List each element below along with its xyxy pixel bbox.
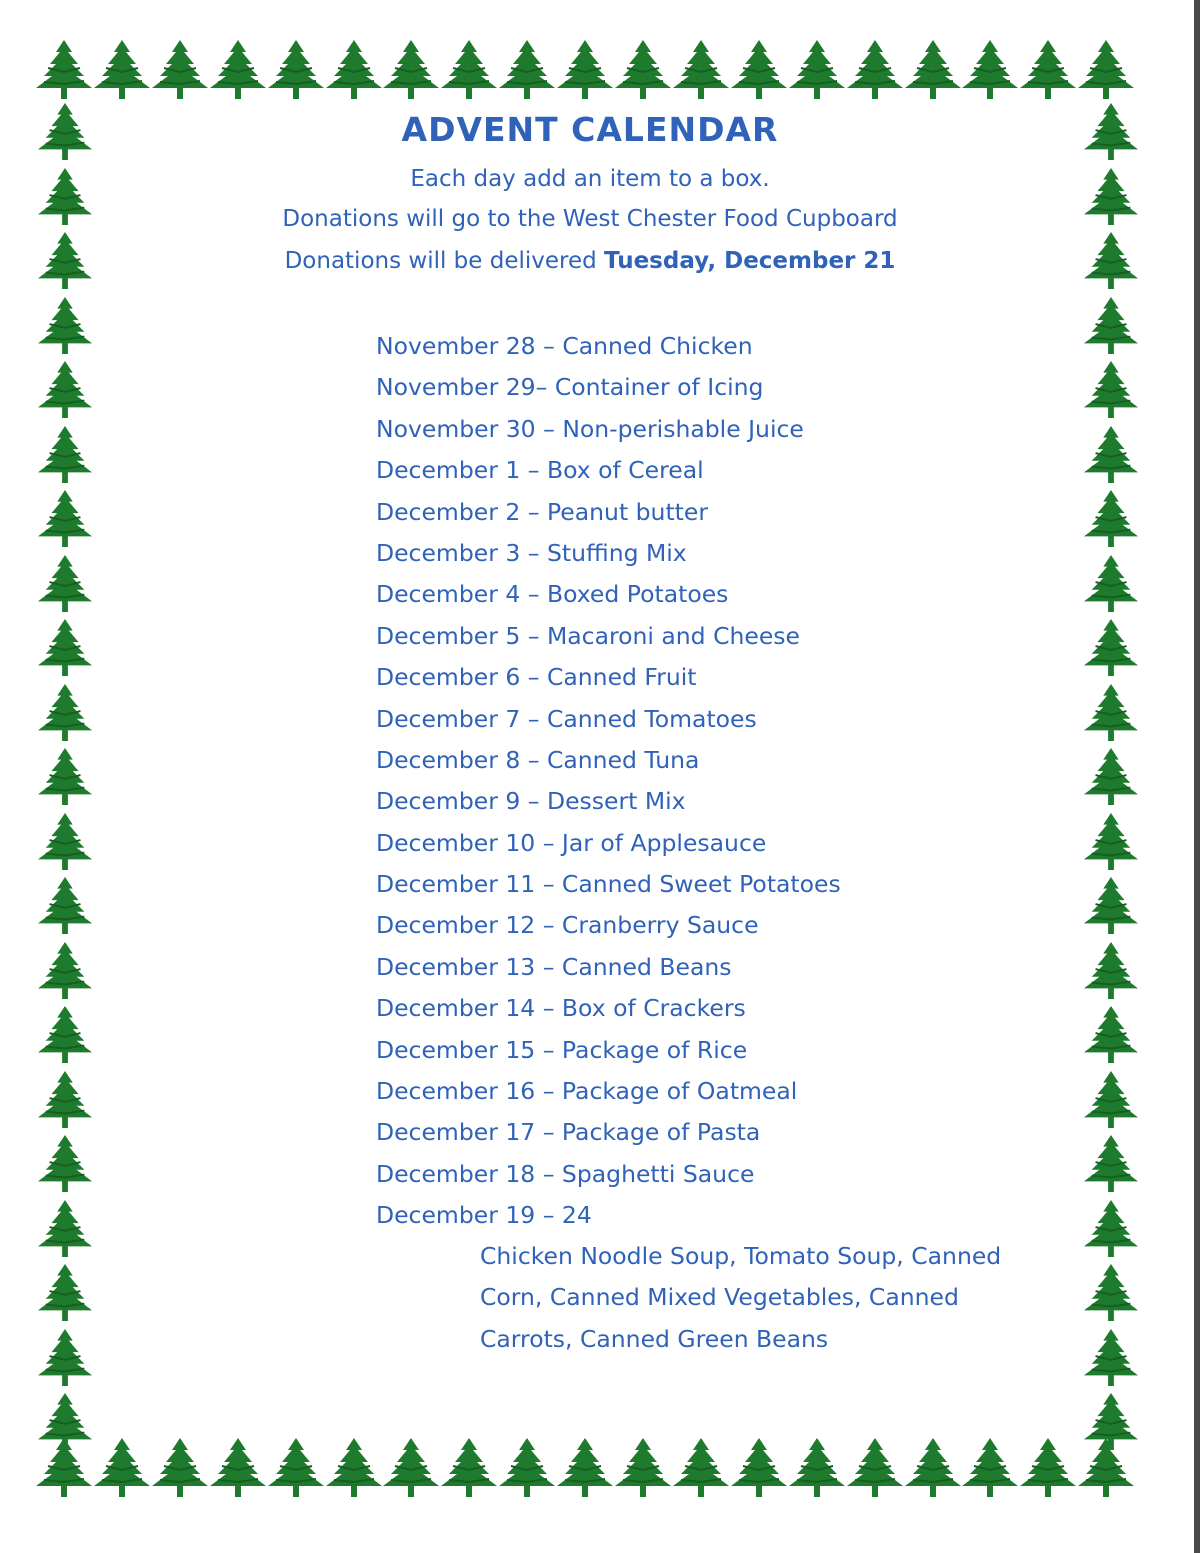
calendar-item: December 19 – 24 [376, 1201, 592, 1230]
calendar-item: December 17 – Package of Pasta [376, 1118, 761, 1147]
extra-item-line: Chicken Noodle Soup, Tomato Soup, Canned [480, 1242, 1002, 1270]
delivery-date-line [0, 248, 1180, 274]
page-title: ADVENT CALENDAR [401, 110, 779, 149]
calendar-item: December 13 – Canned Beans [376, 952, 732, 981]
calendar-item: December 8 – Canned Tuna [376, 745, 700, 774]
donation-destination-line: Donations will go to the West Chester Food Cupboard [282, 206, 898, 232]
calendar-item: December 11 – Canned Sweet Potatoes [376, 870, 841, 899]
instruction-line: Each day add an item to a box. [410, 166, 770, 192]
item-list [376, 328, 841, 1239]
calendar-item: November 29– Container of Icing [376, 373, 764, 402]
calendar-item: December 16 – Package of Oatmeal [376, 1077, 798, 1106]
calendar-item: December 5 – Macaroni and Cheese [376, 621, 800, 650]
extra-items [480, 1238, 1001, 1362]
calendar-item: December 12 – Cranberry Sauce [376, 911, 759, 940]
calendar-item: December 1 – Box of Cereal [376, 456, 704, 485]
calendar-item: November 30 – Non-perishable Juice [376, 414, 804, 443]
calendar-item: December 9 – Dessert Mix [376, 787, 686, 816]
delivery-prefix: Donations will be delivered [284, 248, 605, 274]
calendar-item: December 2 – Peanut butter [376, 497, 708, 526]
calendar-item: December 18 – Spaghetti Sauce [376, 1159, 755, 1188]
calendar-item: December 15 – Package of Rice [376, 1035, 748, 1064]
calendar-item: December 4 – Boxed Potatoes [376, 580, 729, 609]
calendar-item: December 14 – Box of Crackers [376, 994, 746, 1023]
calendar-item: December 10 – Jar of Applesauce [376, 828, 767, 857]
delivery-date: Tuesday, December 21 [604, 248, 896, 274]
extra-item-line: Corn, Canned Mixed Vegetables, Canned [480, 1283, 959, 1312]
extra-item-line: Carrots, Canned Green Beans [480, 1324, 829, 1353]
calendar-item: December 7 – Canned Tomatoes [376, 704, 757, 733]
calendar-item: December 3 – Stuffing Mix [376, 538, 687, 567]
calendar-item: November 28 – Canned Chicken [376, 332, 753, 360]
calendar-item: December 6 – Canned Fruit [376, 663, 697, 692]
